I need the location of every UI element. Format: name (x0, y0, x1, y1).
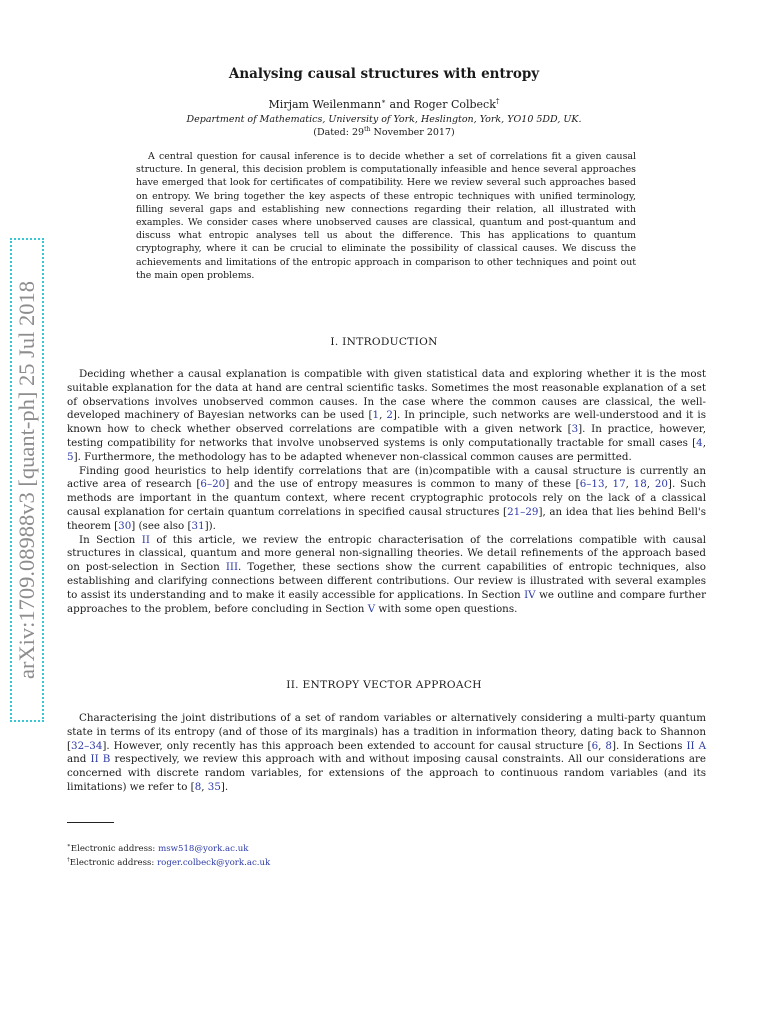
footnote-label: Electronic address: (69, 858, 158, 868)
paragraph-text: we outline and compare further approaches to the problem, before concluding in Section (67, 588, 706, 615)
authors-line (0, 98, 768, 111)
paragraph-text: of this article, we review the entropic characterisation of the correlations compatible with causal structures in classical, quantum and more general non-signalling theories. We detail refinements of the approach based on post-selection in Section (67, 533, 707, 574)
paragraph-text: ] (see also [ (131, 519, 192, 532)
paragraph (67, 712, 706, 795)
citation-link[interactable]: 6 (591, 739, 599, 752)
paragraph-text: . Together, these sections show the current capabilities of entropic techniques, also establishing and clarifying connections between different contributions. Our review is illustrated with several examples to assist its understanding and to make it easily accessible for applications. In Section (67, 561, 706, 601)
citation-link[interactable]: 5 (67, 450, 74, 463)
paragraph (67, 368, 706, 465)
footnote (67, 858, 270, 868)
paragraph-text: ], an idea that lies behind Bell's theorem [ (67, 505, 706, 532)
separator: , (379, 409, 387, 422)
paragraph-text: ]. (220, 780, 229, 793)
separator: , (702, 436, 706, 449)
footnote-label: Electronic address: (70, 844, 159, 854)
citation-link[interactable]: 1 (372, 409, 380, 422)
paragraph-text: with some open questions. (375, 602, 518, 615)
paragraph-text: Finding good heuristics to help identify correlations that are (in)compatible with a causal structure is currently an active area of research [ (67, 464, 706, 491)
section-link[interactable]: V (367, 602, 376, 615)
abstract: A central question for causal inference is to decide whether a set of correlations fit a given causal structure. In general, this decision problem is computationally infeasible and hence several approaches have emerged that look for certificates of compatibility. Here we review several such approaches based on entropy. We bring together the key aspects of these entropic techniques with unified terminology, filling several gaps and establishing new connections regarding their relation, all illustrated with examples. We consider cases where unobserved causes are classical, quantum and post-quantum and discuss what entropic analyses tell us about the difference. This has applications to quantum cryptography, where it can be crucial to eliminate the possibility of classical causes. We discuss the achievements and limitations of the entropic approach in comparison to other techniques and point out the main open problems. (136, 151, 636, 281)
paragraph-text: ]. Furthermore, the methodology has to be adapted whenever non-classical common causes are permitted. (73, 450, 632, 463)
separator: and (67, 753, 91, 766)
citation-link[interactable]: 21–29 (507, 505, 539, 518)
author-name: Roger Colbeck (413, 98, 496, 111)
date-prefix: (Dated: 29 (313, 127, 365, 138)
footnote (67, 844, 248, 854)
citation-link[interactable]: 31 (191, 519, 205, 532)
citation-link[interactable]: 8 (194, 780, 202, 793)
citation-link[interactable]: 20 (654, 478, 668, 491)
paragraph-text: Characterising the joint distributions of a set of random variables or alternatively considering a multi-party quantum state in terms of its entropy (and of those of its marginals) has a tradition in information theory, dating back to Shannon [ (67, 712, 706, 752)
citation-link[interactable]: 2 (386, 409, 393, 422)
author-name: Mirjam Weilenmann (268, 98, 382, 111)
footnote-rule (67, 822, 114, 823)
email-link[interactable]: roger.colbeck@york.ac.uk (157, 858, 271, 868)
email-link[interactable]: msw518@york.ac.uk (158, 844, 249, 854)
paragraph-text: ] and the use of entropy measures is common to many of these [ (225, 478, 580, 491)
section-heading: II. ENTROPY VECTOR APPROACH (286, 679, 482, 691)
footnote-mark: † (67, 857, 70, 864)
date-ordinal: th (364, 125, 371, 133)
section-link[interactable]: IV (524, 588, 536, 601)
paragraph-text: respectively, we review this approach with and without imposing causal constraints. All our considerations are concerned with discrete random variables, for extensions of the approach to continuous random variables (and its limitations) we refer to [ (67, 753, 707, 793)
paragraph-text: In Section (79, 533, 142, 546)
citation-link[interactable]: 17 (612, 478, 626, 491)
separator: , (598, 739, 606, 752)
paper-title: Analysing causal structures with entropy (228, 66, 540, 82)
paragraph-text: ]). (204, 519, 216, 532)
separator: , (625, 478, 634, 491)
separator: , (646, 478, 655, 491)
date-line (0, 127, 768, 138)
citation-link[interactable]: 4 (696, 436, 703, 449)
arxiv-id: arXiv:1709.08988v3 [quant-ph] 25 Jul 2018 (14, 280, 39, 680)
author-footnote-mark: ∗ (381, 96, 387, 106)
section-link[interactable]: II B (90, 753, 111, 766)
author-footnote-mark: † (495, 96, 500, 106)
affiliation: Department of Mathematics, University of York, Heslington, York, YO10 5DD, UK. (186, 114, 582, 125)
citation-link[interactable]: 6–13 (579, 478, 605, 491)
paragraph-text: ]. In Sections (611, 739, 687, 752)
section-link[interactable]: II (141, 533, 150, 546)
paragraph-text: Deciding whether a causal explanation is compatible with given statistical data and exploring whether it is the most suitable explanation for the data at hand are central scientific tasks. Sometimes the most reasonable explanation of a set of observations involves unobserved common causes. In the case where the common causes are classical, the well-developed machinery of Bayesian networks can be used [ (67, 368, 706, 422)
section-link[interactable]: III (225, 561, 239, 574)
paragraph-text: ]. In practice, however, testing compatibility for networks that involve unobserved systems is only computationally tractable for small cases [ (67, 423, 706, 449)
section-body (67, 712, 706, 795)
separator: , (604, 478, 613, 491)
footnote-mark: ∗ (67, 843, 71, 850)
citation-link[interactable]: 35 (207, 780, 221, 793)
paragraph (67, 534, 706, 617)
citation-link[interactable]: 30 (118, 519, 132, 532)
citation-link[interactable]: 3 (571, 423, 579, 436)
paragraph (67, 465, 706, 534)
paragraph-text: ]. However, only recently has this approach been extended to account for causal structure [ (102, 739, 592, 752)
separator: , (201, 780, 208, 793)
citation-link[interactable]: 32–34 (71, 739, 103, 752)
citation-link[interactable]: 18 (633, 478, 647, 491)
author-conjunction: and (386, 98, 414, 111)
date-suffix: November 2017) (370, 127, 455, 138)
section-body (67, 368, 706, 616)
citation-link[interactable]: 6–20 (200, 478, 226, 491)
paragraph-text: ]. Such methods are important in the quantum context, where recent cryptographic protocols rely on the lack of a classical causal explanation for certain quantum correlations in specified causal structures [ (67, 478, 707, 518)
paragraph-text: ]. In principle, such networks are well-understood and it is known how to check whether observed correlations are compatible with a given network [ (67, 409, 707, 436)
arxiv-stamp (10, 238, 44, 722)
section-link[interactable]: II A (686, 739, 707, 752)
citation-link[interactable]: 8 (605, 739, 612, 752)
section-heading: I. INTRODUCTION (330, 336, 438, 348)
